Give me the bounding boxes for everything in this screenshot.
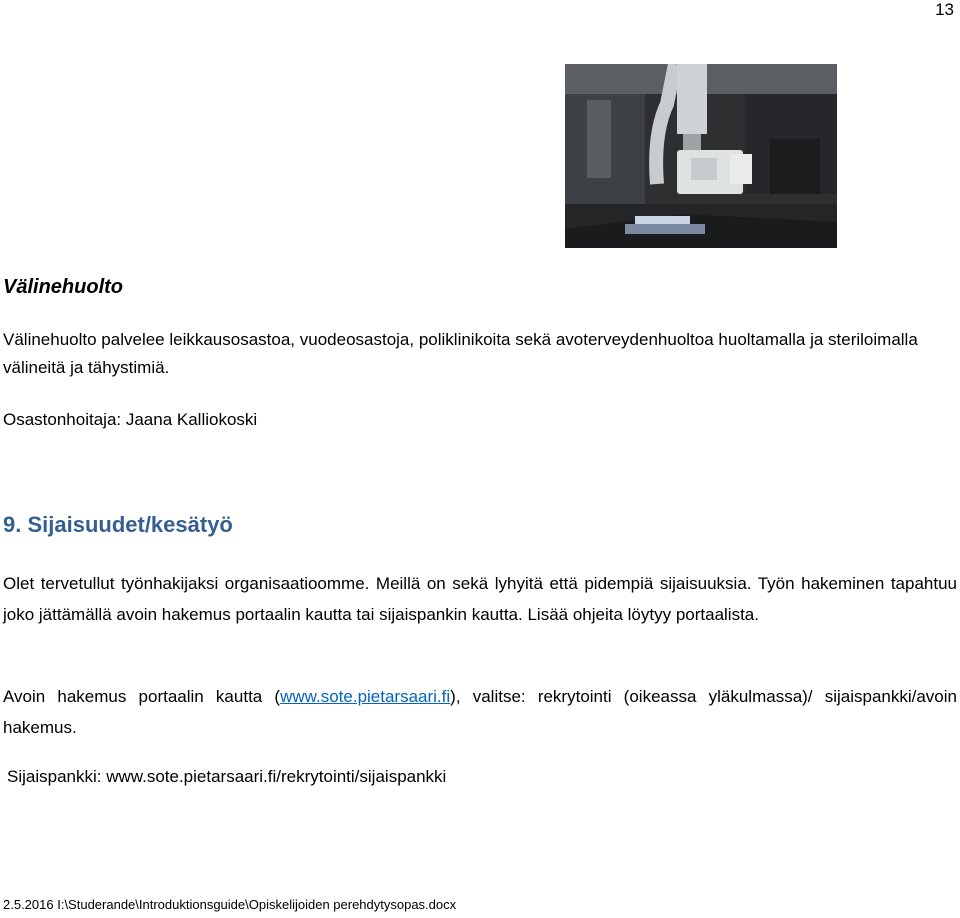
head-nurse-line: Osastonhoitaja: Jaana Kalliokoski	[3, 410, 258, 429]
section-heading-valinehuolto: Välinehuolto	[3, 276, 123, 298]
valinehuolto-paragraph: Välinehuolto palvelee leikkausosastoa, vuodeosastoja, poliklinikoita sekä avoterveydenhuoltoa huoltamalla ja steriloimalla välineitä ja tähystimiä.	[3, 330, 918, 377]
apply-paragraph	[3, 681, 957, 743]
section-heading-sijaisuudet: 9. Sijaisuudet/kesätyö	[3, 512, 233, 537]
portal-link[interactable]: www.sote.pietarsaari.fi	[280, 687, 451, 706]
apply-text-after: ), valitse: rekrytointi (oikeassa yläkulmassa)/ sijaispankki/avoin hakemus.	[3, 687, 957, 737]
sijaisuudet-paragraph: Olet tervetullut työnhakijaksi organisaatioomme. Meillä on sekä lyhyitä että pidempiä sijaisuuksia. Työn hakeminen tapahtuu joko jättämällä avoin hakemus portaalin kautta tai sijaispankin kautta. Lisää ohjeita löytyy portaalista.	[3, 574, 957, 624]
substitute-bank-line: Sijaispankki: www.sote.pietarsaari.fi/rekrytointi/sijaispankki	[7, 767, 447, 786]
x-ray-room-photo	[565, 64, 837, 248]
apply-text-before: Avoin hakemus portaalin kautta (	[3, 687, 281, 706]
x-ray-room-image	[565, 64, 837, 248]
page-number: 13	[935, 0, 954, 19]
footer-path: 2.5.2016 I:\Studerande\Introduktionsguide\Opiskelijoiden perehdytysopas.docx	[3, 897, 457, 912]
